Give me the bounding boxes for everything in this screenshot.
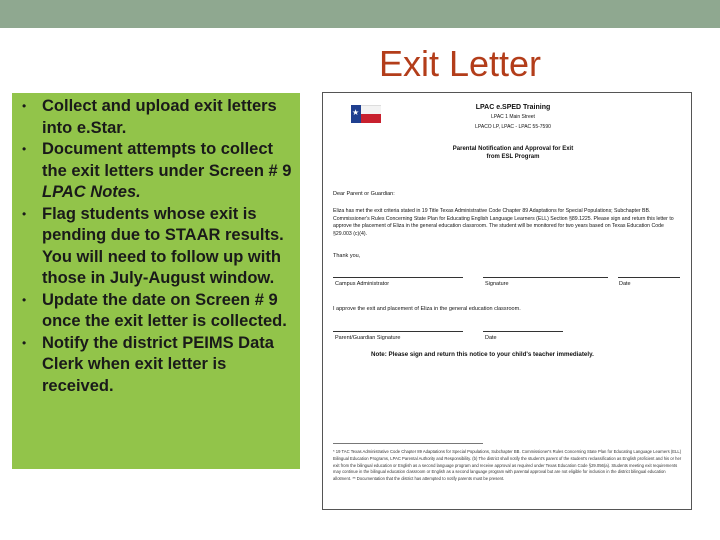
signature-label: Signature (485, 281, 509, 287)
document-thanks: Thank you, (333, 253, 361, 259)
bullet-text: Flag students whose exit is pending due to STAAR results. You will need to follow up with those in July-August window. (42, 204, 284, 287)
bullet-italic-text: LPAC Notes. (42, 183, 141, 201)
bullet-text: Collect and upload exit letters into e.Star. (42, 97, 277, 137)
slide-title: Exit Letter (378, 43, 542, 84)
top-banner (0, 0, 720, 28)
date-label: Date (619, 281, 631, 287)
bullet-marker: • (22, 335, 27, 350)
bullet-marker: • (22, 292, 27, 307)
document-paragraph: Eliza has met the exit criteria stated in 19 Title Texas Administrative Code Chapter 89 Adaptations for Special Populations; Subchapter BB. Commissioner's Rules Concerning State Plan for Educating English Language Learners (ELL) Section §89.1225. Please sign and return this letter to approve the placement of Eliza in the general education classroom. The student will be monitored for two years based on Texas Education Code §29.003 (c)(4). (333, 208, 674, 237)
document-subtitle (403, 145, 623, 161)
document-salutation: Dear Parent or Guardian: (333, 191, 395, 197)
bullet-list (22, 96, 294, 397)
approval-text: I approve the exit and placement of Eliza in the general education classroom. (333, 306, 521, 312)
bullet-item (22, 204, 294, 290)
signature-line (333, 277, 463, 278)
document-address-line: LPAC 1 Main Street (491, 114, 535, 120)
signature-line (483, 277, 608, 278)
bullet-item (22, 333, 294, 398)
bullet-item (22, 139, 294, 204)
document-subtitle-line: from ESL Program (486, 154, 540, 160)
bullet-marker: • (22, 206, 27, 221)
footnote-divider (333, 443, 483, 444)
bullet-item (22, 290, 294, 333)
signature-line (618, 277, 680, 278)
bullet-text: Document attempts to collect the exit letters under Screen # 9 (42, 140, 292, 180)
date-label: Date (485, 335, 497, 341)
bullet-marker: • (22, 142, 27, 156)
texas-flag-icon: ★ (351, 105, 381, 123)
bullet-text: Notify the district PEIMS Data Clerk when exit letter is received. (42, 333, 274, 395)
bullet-text: Update the date on Screen # 9 once the exit letter is collected. (42, 290, 287, 330)
parent-signature-label: Parent/Guardian Signature (335, 335, 401, 341)
document-footnote: * 19 TAC Texas Administrative Code Chapter 89 Adaptations for Special Populations, Subchapter BB. Commissioner's Rules Concerning State Plan for Educating Language Learners (ELL) Bilingual Education Programs, LPAC Parental Authority and Responsibility. (b) The district shall notify the student's parent of the student's reclassification as English proficient and his or her exit from the bilingual education or English as a second language program and receive approval as required under Texas Education Code §29.056(a). Students meeting exit requirements may continue in the bilingual education classroom or English as a second language program with parental approval but are not eligible for inclusion in the district bilingual education allotment. ** Documentation that the district has attempted to notify parents must be present. (333, 449, 682, 482)
document-header (413, 104, 613, 131)
signature-line (483, 331, 563, 332)
exit-letter-document (322, 92, 692, 510)
document-subtitle-line: Parental Notification and Approval for Exit (452, 146, 574, 152)
document-header-title: LPAC e.SPED Training (475, 104, 551, 111)
bullet-panel (12, 93, 300, 469)
bullet-marker: • (22, 99, 27, 113)
bullet-item (22, 96, 294, 139)
document-note: Note: Please sign and return this notice to your child's teacher immediately. (371, 351, 594, 358)
signature-line (333, 331, 463, 332)
campus-admin-label: Campus Administrator (335, 281, 390, 287)
document-address-line: LPACO LP, LPAC - LPAC 55-7590 (475, 124, 551, 130)
